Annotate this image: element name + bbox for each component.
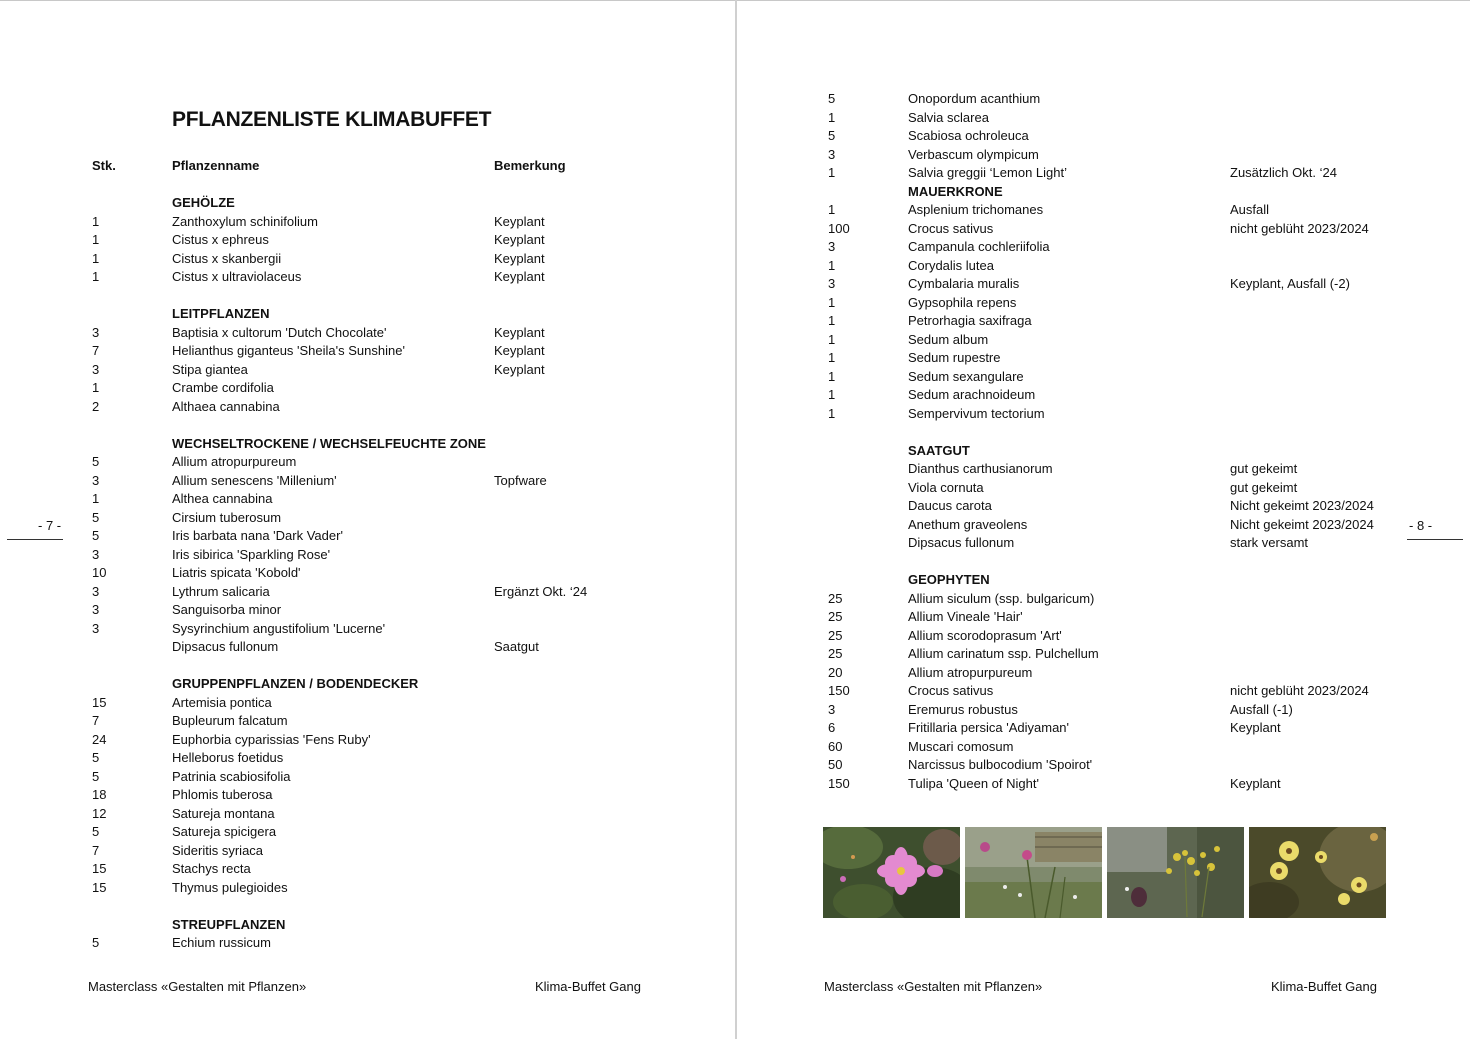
list-item (828, 220, 1430, 238)
list-item (92, 453, 694, 471)
item-quantity: 1 (828, 257, 836, 273)
item-quantity: 3 (92, 324, 100, 340)
item-quantity: 1 (828, 368, 836, 384)
item-plant-name: Allium Vineale 'Hair' (908, 609, 1023, 624)
item-quantity: 7 (92, 713, 100, 728)
item-quantity: 25 (828, 609, 843, 624)
item-plant-name: Sanguisorba minor (172, 602, 282, 617)
list-item (828, 405, 1430, 423)
item-plant-name: Phlomis tuberosa (172, 787, 273, 802)
list-item (828, 682, 1430, 700)
item-plant-name: Sedum arachnoideum (908, 387, 1036, 402)
column-header-note: Bemerkung (494, 158, 566, 173)
item-remark: Keyplant (494, 250, 545, 266)
item-quantity: 1 (828, 313, 836, 328)
item-plant-name: Helleborus foetidus (172, 750, 284, 765)
footer-left: Masterclass «Gestalten mit Pflanzen» (88, 979, 307, 994)
item-quantity: 1 (828, 202, 836, 217)
item-quantity: 12 (92, 805, 107, 821)
page-number-rule (1407, 539, 1463, 540)
list-item (92, 342, 694, 360)
item-plant-name: Allium scorodoprasum 'Art' (908, 627, 1062, 643)
item-quantity: 3 (92, 583, 100, 599)
item-plant-name: Crocus sativus (908, 683, 994, 698)
list-item (828, 294, 1430, 312)
item-quantity: 3 (828, 239, 836, 254)
item-quantity: 5 (92, 454, 100, 469)
item-plant-name: Althaea cannabina (172, 398, 280, 414)
item-plant-name: Petrorhagia saxifraga (908, 313, 1032, 328)
list-item (92, 823, 694, 841)
list-item (92, 398, 694, 416)
list-item (828, 701, 1430, 719)
item-plant-name: Iris sibirica 'Sparkling Rose' (172, 546, 331, 562)
list-item (828, 756, 1430, 774)
list-item (828, 349, 1430, 367)
list-item (828, 312, 1430, 330)
list-item (828, 109, 1430, 127)
item-remark: Zusätzlich Okt. ‘24 (1230, 165, 1337, 180)
item-remark: Keyplant (494, 269, 545, 284)
item-quantity: 2 (92, 398, 100, 414)
item-quantity: 50 (828, 757, 843, 772)
item-plant-name: Salvia sclarea (908, 109, 989, 125)
list-item (92, 934, 694, 952)
item-quantity: 3 (92, 602, 100, 617)
list-item (828, 590, 1430, 608)
list-item (92, 731, 694, 749)
item-quantity: 3 (92, 546, 100, 562)
item-plant-name: Sempervivum tectorium (908, 405, 1045, 421)
item-plant-name: Dipsacus fullonum (172, 639, 279, 654)
list-item (92, 379, 694, 397)
item-quantity: 1 (828, 387, 836, 402)
item-quantity: 1 (828, 109, 836, 125)
item-quantity: 25 (828, 646, 843, 661)
footer-right: Klima-Buffet Gang (1271, 979, 1377, 994)
section-heading: GEHÖLZE (172, 195, 235, 210)
list-item (92, 213, 694, 231)
item-quantity: 15 (92, 694, 107, 710)
item-quantity: 5 (92, 768, 100, 784)
item-plant-name: Baptisia x cultorum 'Dutch Chocolate' (172, 324, 387, 340)
item-plant-name: Sideritis syriaca (172, 842, 264, 858)
item-plant-name: Viola cornuta (908, 479, 984, 495)
list-item (92, 805, 694, 823)
item-remark: Keyplant (494, 232, 545, 247)
item-plant-name: Scabiosa ochroleuca (908, 128, 1029, 143)
list-item (92, 546, 694, 564)
item-remark: Keyplant (494, 361, 545, 377)
item-quantity: 1 (828, 331, 836, 347)
item-quantity: 7 (92, 842, 100, 858)
list-item (92, 620, 694, 638)
list-item (828, 479, 1430, 497)
list-item (92, 324, 694, 342)
item-plant-name: Cymbalaria muralis (908, 276, 1020, 291)
list-item (828, 238, 1430, 256)
item-quantity: 5 (92, 750, 100, 765)
item-plant-name: Anethum graveolens (908, 516, 1028, 532)
footer-right: Klima-Buffet Gang (535, 979, 641, 994)
item-plant-name: Thymus pulegioides (172, 879, 288, 895)
item-plant-name: Narcissus bulbocodium 'Spoirot' (908, 757, 1093, 772)
list-item (828, 738, 1430, 756)
item-plant-name: Verbascum olympicum (908, 146, 1039, 162)
list-item (92, 231, 694, 249)
section-heading: GEOPHYTEN (908, 572, 990, 587)
photo-pink-cosmos (823, 827, 960, 918)
item-plant-name: Salvia greggii ‘Lemon Light’ (908, 165, 1067, 180)
item-quantity: 3 (828, 146, 836, 162)
photo-yellow-daisies (1249, 827, 1386, 918)
item-plant-name: Cistus x ultraviolaceus (172, 269, 302, 284)
item-plant-name: Sedum album (908, 331, 989, 347)
item-remark: nicht geblüht 2023/2024 (1230, 220, 1369, 236)
item-remark: Nicht gekeimt 2023/2024 (1230, 498, 1374, 513)
item-quantity: 100 (828, 220, 850, 236)
list-item (92, 583, 694, 601)
list-item (92, 601, 694, 619)
item-remark: Keyplant (1230, 775, 1281, 791)
item-remark: Keyplant, Ausfall (-2) (1230, 276, 1350, 291)
list-item (92, 564, 694, 582)
section-heading: STREUPFLANZEN (172, 916, 286, 932)
item-plant-name: Dianthus carthusianorum (908, 461, 1053, 476)
item-remark: Topfware (494, 472, 547, 488)
item-quantity: 1 (92, 213, 100, 229)
page-title: PFLANZENLISTE KLIMABUFFET (172, 108, 492, 131)
item-remark: nicht geblüht 2023/2024 (1230, 683, 1369, 698)
item-quantity: 60 (828, 738, 843, 754)
column-header-name: Pflanzenname (172, 158, 260, 173)
item-quantity: 3 (828, 701, 836, 717)
item-plant-name: Muscari comosum (908, 738, 1014, 754)
list-item (828, 127, 1430, 145)
item-quantity: 3 (828, 276, 836, 291)
list-item (92, 712, 694, 730)
list-item (828, 368, 1430, 386)
item-quantity: 1 (92, 380, 100, 395)
item-plant-name: Dipsacus fullonum (908, 535, 1015, 550)
section-heading: GRUPPENPFLANZEN / BODENDECKER (172, 676, 419, 691)
item-quantity: 1 (92, 269, 100, 284)
list-item (828, 275, 1430, 293)
item-plant-name: Iris barbata nana 'Dark Vader' (172, 528, 343, 543)
item-quantity: 10 (92, 565, 107, 580)
item-plant-name: Cistus x ephreus (172, 232, 269, 247)
item-plant-name: Lythrum salicaria (172, 583, 270, 599)
item-quantity: 25 (828, 627, 843, 643)
list-item (92, 749, 694, 767)
item-remark: Ergänzt Okt. ‘24 (494, 583, 588, 599)
list-item (92, 268, 694, 286)
item-quantity: 5 (92, 935, 100, 950)
item-quantity: 1 (828, 350, 836, 365)
page-number: - 7 - (38, 518, 62, 533)
item-quantity: 25 (828, 590, 843, 606)
item-quantity: 150 (828, 683, 850, 698)
list-item (828, 90, 1430, 108)
section-heading: WECHSELTROCKENE / WECHSELFEUCHTE ZONE (172, 435, 486, 451)
list-item (828, 201, 1430, 219)
item-remark: Keyplant (494, 213, 545, 229)
item-remark: Keyplant (494, 324, 545, 340)
column-header-qty: Stk. (92, 158, 116, 173)
list-item (828, 460, 1430, 478)
item-plant-name: Sedum rupestre (908, 350, 1001, 365)
item-quantity: 1 (828, 405, 836, 421)
item-plant-name: Onopordum acanthium (908, 91, 1041, 106)
item-remark: Keyplant (494, 343, 545, 358)
item-plant-name: Bupleurum falcatum (172, 713, 288, 728)
item-remark: Nicht gekeimt 2023/2024 (1230, 516, 1374, 532)
item-quantity: 3 (92, 472, 100, 488)
item-plant-name: Daucus carota (908, 498, 992, 513)
photo-pink-flower (965, 827, 1102, 918)
list-item (828, 534, 1430, 552)
item-quantity: 3 (92, 620, 100, 636)
list-item (828, 664, 1430, 682)
page-number-rule (7, 539, 63, 540)
item-remark: stark versamt (1230, 535, 1309, 550)
item-quantity: 5 (92, 509, 100, 525)
section-heading: MAUERKRONE (908, 183, 1003, 199)
item-quantity: 5 (92, 824, 100, 839)
item-plant-name: Crambe cordifolia (172, 380, 274, 395)
item-plant-name: Allium senescens 'Millenium' (172, 472, 337, 488)
list-item (92, 842, 694, 860)
item-plant-name: Gypsophila repens (908, 294, 1017, 310)
list-item (92, 361, 694, 379)
list-item (828, 497, 1430, 515)
page-8 (737, 0, 1470, 1039)
list-item (828, 386, 1430, 404)
item-plant-name: Allium atropurpureum (172, 454, 297, 469)
list-item (828, 516, 1433, 534)
item-quantity: 15 (92, 879, 107, 895)
item-plant-name: Campanula cochleriifolia (908, 239, 1050, 254)
item-plant-name: Satureja spicigera (172, 824, 277, 839)
item-remark: Saatgut (494, 639, 539, 654)
list-item (92, 694, 694, 712)
list-item (828, 331, 1430, 349)
item-remark: Ausfall (-1) (1230, 701, 1293, 717)
item-quantity: 20 (828, 664, 843, 680)
item-plant-name: Crocus sativus (908, 220, 994, 236)
item-remark: gut gekeimt (1230, 479, 1298, 495)
item-plant-name: Allium siculum (ssp. bulgaricum) (908, 590, 1095, 606)
item-plant-name: Sedum sexangulare (908, 368, 1024, 384)
item-remark: gut gekeimt (1230, 461, 1298, 476)
item-plant-name: Echium russicum (172, 935, 271, 950)
item-remark: Ausfall (1230, 202, 1270, 217)
item-plant-name: Corydalis lutea (908, 257, 994, 273)
item-quantity: 3 (92, 361, 100, 377)
item-plant-name: Fritillaria persica 'Adiyaman' (908, 720, 1070, 735)
item-plant-name: Eremurus robustus (908, 701, 1018, 717)
item-plant-name: Cirsium tuberosum (172, 509, 282, 525)
list-item (92, 638, 694, 656)
list-item (92, 879, 694, 897)
item-plant-name: Patrinia scabiosifolia (172, 768, 291, 784)
item-quantity: 5 (828, 128, 836, 143)
list-item (92, 786, 694, 804)
item-plant-name: Cistus x skanbergii (172, 250, 282, 266)
list-item (92, 527, 694, 545)
item-quantity: 1 (828, 165, 836, 180)
list-item (828, 645, 1430, 663)
item-plant-name: Helianthus giganteus 'Sheila's Sunshine' (172, 343, 405, 358)
item-plant-name: Stipa giantea (172, 361, 248, 377)
item-quantity: 7 (92, 343, 100, 358)
list-item (92, 472, 694, 490)
item-plant-name: Euphorbia cyparissias 'Fens Ruby' (172, 731, 371, 747)
item-plant-name: Allium carinatum ssp. Pulchellum (908, 646, 1099, 661)
list-item (828, 146, 1430, 164)
item-quantity: 6 (828, 720, 836, 735)
list-item (92, 250, 694, 268)
list-item (828, 608, 1430, 626)
item-plant-name: Sysyrinchium angustifolium 'Lucerne' (172, 620, 386, 636)
item-quantity: 1 (92, 232, 100, 247)
section-heading: SAATGUT (908, 442, 970, 458)
list-item (828, 257, 1430, 275)
list-item (92, 509, 694, 527)
item-quantity: 1 (92, 250, 100, 266)
list-item (92, 768, 694, 786)
item-plant-name: Artemisia pontica (172, 694, 272, 710)
item-quantity: 5 (92, 528, 100, 543)
item-quantity: 150 (828, 775, 850, 791)
list-item (828, 719, 1430, 737)
list-item (92, 490, 694, 508)
photo-yellow-umbels (1107, 827, 1244, 918)
list-item (92, 860, 694, 878)
list-item (828, 164, 1430, 182)
item-plant-name: Allium atropurpureum (908, 664, 1033, 680)
section-heading: LEITPFLANZEN (172, 306, 270, 321)
item-plant-name: Asplenium trichomanes (908, 202, 1044, 217)
item-quantity: 24 (92, 731, 107, 747)
list-item (828, 627, 1430, 645)
item-quantity: 5 (828, 91, 836, 106)
item-plant-name: Satureja montana (172, 805, 275, 821)
item-plant-name: Tulipa 'Queen of Night' (908, 775, 1039, 791)
item-plant-name: Zanthoxylum schinifolium (172, 213, 318, 229)
item-quantity: 1 (92, 491, 100, 506)
footer-left: Masterclass «Gestalten mit Pflanzen» (824, 979, 1043, 994)
item-quantity: 1 (828, 294, 836, 310)
item-plant-name: Stachys recta (172, 861, 251, 876)
list-item (828, 775, 1430, 793)
item-remark: Keyplant (1230, 720, 1281, 735)
item-plant-name: Liatris spicata 'Kobold' (172, 565, 301, 580)
item-plant-name: Althea cannabina (172, 491, 273, 506)
item-quantity: 15 (92, 861, 107, 876)
item-quantity: 18 (92, 787, 107, 802)
page-number: - 8 - (1409, 518, 1433, 533)
